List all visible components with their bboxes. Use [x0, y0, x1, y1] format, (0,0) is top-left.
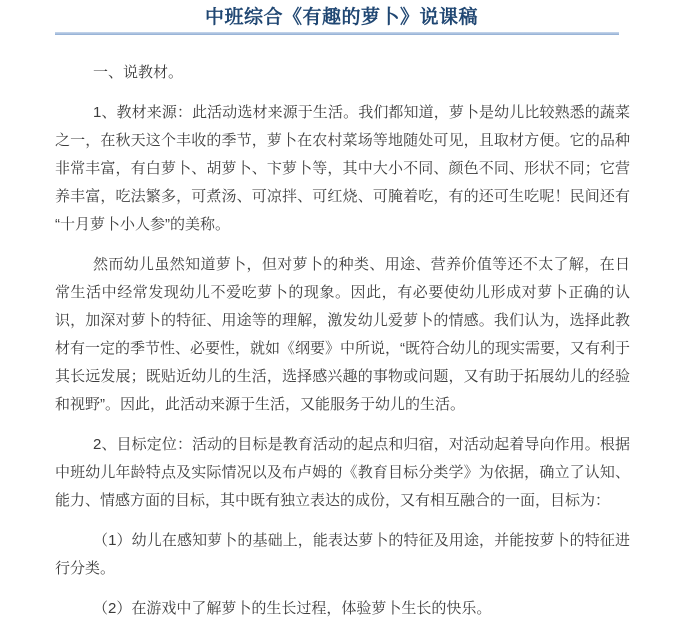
paragraph-material-source: 1、教材来源：此活动选材来源于生活。我们都知道，萝卜是幼儿比较熟悉的蔬菜之一，在秋天这个丰收的季节，萝卜在农村菜场等地随处可见，且取材方便。它的品种非常丰富，有白萝卜、胡萝卜、卞萝卜等，其中大小不同、颜色不同、形状不同；它营养丰富，吃法繁多，可煮汤、可凉拌、可红烧、可腌着吃，有的还可生吃呢！民间还有“十月萝卜小人参”的美称。 [55, 104, 630, 233]
paragraph-goal-1: （1）幼儿在感知萝卜的基础上，能表达萝卜的特征及用途，并能按萝卜的特征进行分类。 [55, 532, 630, 577]
section-heading-shuo-jiaocai: 一、说教材。 [93, 64, 184, 81]
paragraph-goal-2: （2）在游戏中了解萝卜的生长过程，体验萝卜生长的快乐。 [93, 600, 492, 617]
paragraph-children-understanding: 然而幼儿虽然知道萝卜，但对萝卜的种类、用途、营养价值等还不太了解，在日常生活中经常发现幼儿不爱吃萝卜的现象。因此，有必要使幼儿形成对萝卜正确的认识，加深对萝卜的特征、用途等的理解，激发幼儿爱萝卜的情感。我们认为，选择此教材有一定的季节性、必要性，就如《纲要》中所说，“既符合幼儿的现实需要，又有利于其长远发展；既贴近幼儿的生活，选择感兴趣的事物或问题，又有助于拓展幼儿的经验和视野”。因此，此活动来源于生活，又能服务于幼儿的生活。 [55, 256, 630, 413]
document-title: 中班综合《有趣的萝卜》说课稿 [204, 7, 478, 28]
document-body [0, 35, 683, 623]
paragraph-goal-positioning: 2、目标定位：活动的目标是教育活动的起点和归宿，对活动起着导向作用。根据中班幼儿年龄特点及实际情况以及布卢姆的《教育目标分类学》为依据，确立了认知、能力、情感方面的目标，其中既有独立表达的成份，又有相互融合的一面，目标为： [55, 436, 630, 509]
